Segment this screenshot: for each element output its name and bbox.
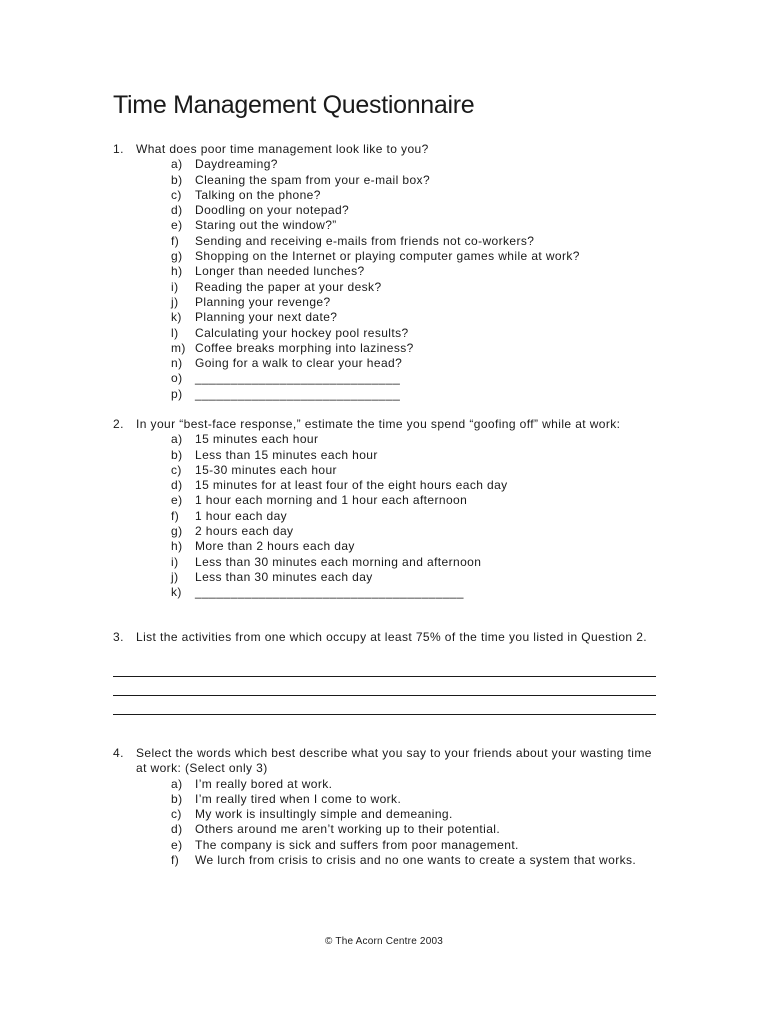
option-item	[113, 356, 653, 371]
question-4	[113, 746, 653, 868]
option-item	[113, 295, 653, 310]
option-text: The company is sick and suffers from poor management.	[195, 837, 519, 852]
option-text: Planning your revenge?	[195, 294, 331, 309]
option-letter: f)	[171, 233, 180, 248]
option-letter: b)	[171, 791, 183, 806]
option-text: Calculating your hockey pool results?	[195, 325, 409, 340]
option-item	[113, 173, 653, 188]
option-letter: e)	[171, 493, 183, 508]
option-item	[113, 387, 653, 402]
option-text: 15-30 minutes each hour	[195, 462, 337, 477]
option-text: Coffee breaks morphing into laziness?	[195, 340, 414, 355]
option-text: Doodling on your notepad?	[195, 203, 350, 218]
question-number: 4.	[113, 746, 124, 760]
option-letter: a)	[171, 157, 183, 172]
option-letter: n)	[171, 356, 183, 371]
option-text: Planning your next date?	[195, 310, 338, 325]
option-item	[113, 585, 653, 600]
option-text: Less than 30 minutes each morning and afternoon	[195, 554, 482, 569]
question-number: 3.	[113, 630, 124, 644]
option-text: Daydreaming?	[195, 157, 278, 172]
option-item	[113, 509, 653, 524]
option-letter: g)	[171, 524, 183, 539]
answer-line	[113, 714, 656, 715]
answer-line	[113, 676, 656, 677]
option-item	[113, 448, 653, 463]
option-item	[113, 326, 653, 341]
option-item	[113, 432, 653, 447]
page-title: Time Management Questionnaire	[113, 91, 475, 119]
option-letter: d)	[171, 203, 183, 218]
option-item	[113, 463, 653, 478]
option-letter: c)	[171, 462, 182, 477]
option-text: We lurch from crisis to crisis and no one wants to create a system that works.	[195, 853, 637, 868]
option-letter: c)	[171, 807, 182, 822]
option-letter: a)	[171, 432, 183, 447]
option-item	[113, 249, 653, 264]
option-item	[113, 280, 653, 295]
option-item	[113, 792, 653, 807]
question-3	[113, 630, 653, 645]
question-text	[113, 417, 653, 432]
option-list	[113, 777, 653, 869]
option-letter: k)	[171, 310, 182, 325]
option-letter: o)	[171, 371, 183, 386]
option-letter: e)	[171, 837, 183, 852]
option-text: ______________________________________	[195, 585, 464, 600]
option-letter: d)	[171, 478, 183, 493]
option-text: _____________________________	[195, 386, 401, 401]
question-1	[113, 142, 653, 402]
option-text: Less than 15 minutes each hour	[195, 447, 378, 462]
option-item	[113, 539, 653, 554]
copyright-footer: © The Acorn Centre 2003	[325, 936, 443, 947]
question-text	[113, 630, 653, 645]
option-letter: m)	[171, 340, 186, 355]
option-letter: b)	[171, 447, 183, 462]
question-prompt: List the activities from one which occupy at least 75% of the time you listed in Question 2.	[136, 630, 648, 644]
option-text: Talking on the phone?	[195, 187, 321, 202]
option-text: 15 minutes for at least four of the eight hours each day	[195, 478, 508, 493]
option-letter: d)	[171, 822, 183, 837]
option-text: Going for a walk to clear your head?	[195, 356, 403, 371]
option-text: Sending and receiving e-mails from friends not co-workers?	[195, 233, 535, 248]
option-letter: j)	[171, 569, 179, 584]
option-text: 2 hours each day	[195, 524, 294, 539]
option-item	[113, 264, 653, 279]
option-text: Reading the paper at your desk?	[195, 279, 382, 294]
question-number: 1.	[113, 142, 124, 156]
option-letter: g)	[171, 249, 183, 264]
answer-line	[113, 695, 656, 696]
option-text: 15 minutes each hour	[195, 432, 319, 447]
question-prompt: In your “best-face response,” estimate the time you spend “goofing off” while at work:	[136, 417, 621, 431]
option-item	[113, 777, 653, 792]
option-list	[113, 432, 653, 600]
option-item	[113, 838, 653, 853]
question-number: 2.	[113, 417, 124, 431]
option-item	[113, 234, 653, 249]
option-item	[113, 807, 653, 822]
option-letter: k)	[171, 585, 182, 600]
option-item	[113, 341, 653, 356]
option-letter: h)	[171, 264, 183, 279]
option-letter: f)	[171, 508, 180, 523]
option-letter: p)	[171, 386, 183, 401]
option-item	[113, 203, 653, 218]
option-item	[113, 478, 653, 493]
option-text: More than 2 hours each day	[195, 539, 355, 554]
option-item	[113, 218, 653, 233]
option-item	[113, 524, 653, 539]
option-text: Others around me aren’t working up to their potential.	[195, 822, 501, 837]
option-letter: c)	[171, 187, 182, 202]
option-text: Longer than needed lunches?	[195, 264, 365, 279]
option-letter: f)	[171, 853, 180, 868]
question-text	[113, 142, 653, 157]
option-list	[113, 157, 653, 402]
option-text: 1 hour each day	[195, 508, 288, 523]
option-item	[113, 570, 653, 585]
option-letter: h)	[171, 539, 183, 554]
option-item	[113, 493, 653, 508]
option-letter: b)	[171, 172, 183, 187]
question-prompt: What does poor time management look like to you?	[136, 142, 429, 156]
option-text: Staring out the window?”	[195, 218, 337, 233]
question-prompt: Select the words which best describe what you say to your friends about your wasting time at work: (Select only 3)	[136, 746, 652, 776]
option-text: I’m really tired when I come to work.	[195, 791, 402, 806]
option-letter: j)	[171, 294, 179, 309]
option-item	[113, 555, 653, 570]
option-letter: l)	[171, 325, 179, 340]
option-letter: e)	[171, 218, 183, 233]
option-text: Shopping on the Internet or playing computer games while at work?	[195, 249, 580, 264]
question-text	[113, 746, 653, 777]
option-item	[113, 188, 653, 203]
option-text: I’m really bored at work.	[195, 776, 333, 791]
option-item	[113, 371, 653, 386]
option-letter: i)	[171, 554, 179, 569]
option-text: _____________________________	[195, 371, 401, 386]
option-text: Cleaning the spam from your e-mail box?	[195, 172, 431, 187]
option-item	[113, 157, 653, 172]
option-item	[113, 822, 653, 837]
option-text: My work is insultingly simple and demeaning.	[195, 807, 453, 822]
option-letter: i)	[171, 279, 179, 294]
option-text: Less than 30 minutes each day	[195, 569, 373, 584]
option-item	[113, 310, 653, 325]
option-letter: a)	[171, 776, 183, 791]
option-text: 1 hour each morning and 1 hour each afternoon	[195, 493, 468, 508]
option-item	[113, 853, 653, 868]
question-2	[113, 417, 653, 601]
